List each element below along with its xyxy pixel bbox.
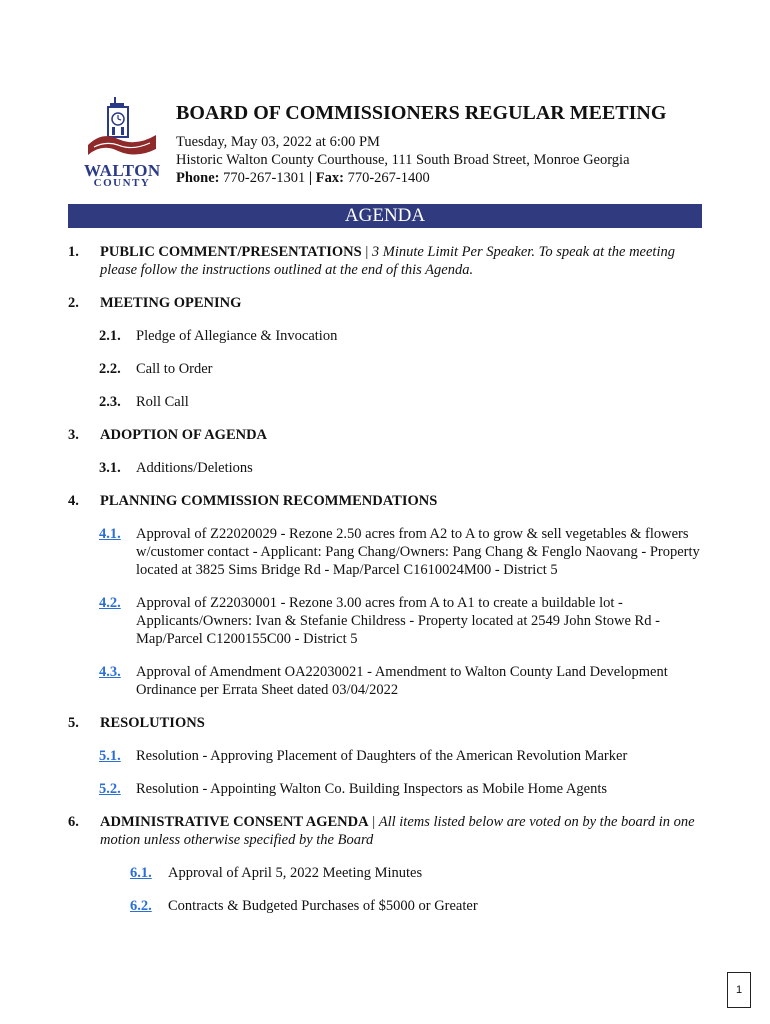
agenda-item (99, 747, 702, 765)
item-link[interactable]: 6.2. (130, 898, 152, 914)
section-label: MEETING OPENING (100, 295, 242, 311)
agenda-section (68, 813, 702, 849)
item-number: 2.3. (99, 394, 121, 410)
agenda-item (99, 594, 702, 648)
meeting-date: Tuesday, May 03, 2022 at 6:00 PM (176, 134, 380, 150)
contact-line (176, 170, 430, 187)
item-text: Approval of Z22030001 - Rezone 3.00 acres from A to A1 to create a buildable lot - Applicants/Owners: Ivan & Stefanie Childress - Property located at 2549 John Stowe Rd - Map/Parcel C1200155C00 - District 5 (136, 595, 660, 647)
item-number: 2.1. (99, 328, 121, 344)
meeting-location: Historic Walton County Courthouse, 111 South Broad Street, Monroe Georgia (176, 152, 630, 168)
item-text: Approval of Z22020029 - Rezone 2.50 acres from A2 to A to grow & sell vegetables & flowers w/customer contact - Applicant: Pang Chang/Owners: Pang Chang & Fenglo Naovang - Property located at 3825 Sims Bridge Rd - Map/Parcel C1610024M00 - District 5 (136, 526, 700, 578)
item-link[interactable]: 4.3. (99, 664, 121, 680)
section-separator: | (368, 814, 379, 830)
agenda-item (99, 327, 702, 345)
item-text: Resolution - Approving Placement of Daughters of the American Revolution Marker (136, 748, 628, 764)
agenda-item (130, 897, 702, 915)
agenda-item (99, 393, 702, 411)
section-label: PLANNING COMMISSION RECOMMENDATIONS (100, 493, 438, 509)
agenda-item (99, 360, 702, 378)
item-text: Resolution - Appointing Walton Co. Building Inspectors as Mobile Home Agents (136, 781, 608, 797)
walton-county-logo (84, 95, 160, 191)
section-label: RESOLUTIONS (100, 715, 205, 731)
item-link[interactable]: 5.2. (99, 781, 121, 797)
item-text: Pledge of Allegiance & Invocation (136, 328, 338, 344)
item-link[interactable]: 6.1. (130, 865, 152, 881)
section-number: 1. (68, 244, 79, 260)
section-number: 4. (68, 493, 79, 509)
agenda-item (99, 525, 702, 579)
item-text: Call to Order (136, 361, 213, 377)
page-header (0, 0, 770, 200)
section-label: PUBLIC COMMENT/PRESENTATIONS (100, 244, 362, 260)
logo-walton-text: WALTON (84, 161, 161, 180)
item-text: Approval of Amendment OA22030021 - Amendment to Walton County Land Development Ordinance per Errata Sheet dated 03/04/2022 (136, 664, 668, 698)
agenda-item (130, 864, 702, 882)
agenda-section (68, 294, 702, 312)
section-label: ADOPTION OF AGENDA (100, 427, 268, 443)
section-number: 5. (68, 715, 79, 731)
item-number: 3.1. (99, 460, 121, 476)
agenda-banner: AGENDA (68, 204, 702, 228)
agenda-body (0, 243, 770, 915)
item-link[interactable]: 5.1. (99, 748, 121, 764)
logo-county-text: COUNTY (93, 177, 151, 189)
section-note: 3 Minute Limit Per Speaker. To speak at the meeting please follow the instructions outlined at the end of this Agenda. (100, 244, 675, 278)
fax-number: 770-267-1400 (347, 170, 430, 186)
item-link[interactable]: 4.1. (99, 526, 121, 542)
section-number: 6. (68, 814, 79, 830)
section-label: ADMINISTRATIVE CONSENT AGENDA (100, 814, 369, 830)
section-note: All items listed below are voted on by the board in one motion unless otherwise specified by the Board (100, 814, 695, 848)
agenda-section (68, 714, 702, 732)
item-link[interactable]: 4.2. (99, 595, 121, 611)
agenda-item (99, 459, 702, 477)
phone-number: 770-267-1301 (223, 170, 306, 186)
agenda-item (99, 780, 702, 798)
agenda-section (68, 426, 702, 444)
fax-label: Fax: (315, 170, 344, 186)
courthouse-seal-icon (84, 95, 160, 161)
item-text: Roll Call (136, 394, 189, 410)
section-separator: | (361, 244, 372, 260)
agenda-item (99, 663, 702, 699)
item-text: Additions/Deletions (136, 460, 253, 476)
page-number-box: 1 (727, 972, 751, 1008)
section-number: 3. (68, 427, 79, 443)
phone-label: Phone: (176, 170, 220, 186)
item-number: 2.2. (99, 361, 121, 377)
item-text: Approval of April 5, 2022 Meeting Minutes (168, 865, 423, 881)
meeting-title: BOARD OF COMMISSIONERS REGULAR MEETING (176, 102, 667, 124)
agenda-section (68, 243, 702, 279)
contact-separator: | (308, 170, 313, 186)
section-number: 2. (68, 295, 79, 311)
item-text: Contracts & Budgeted Purchases of $5000 or Greater (168, 898, 478, 914)
agenda-section (68, 492, 702, 510)
